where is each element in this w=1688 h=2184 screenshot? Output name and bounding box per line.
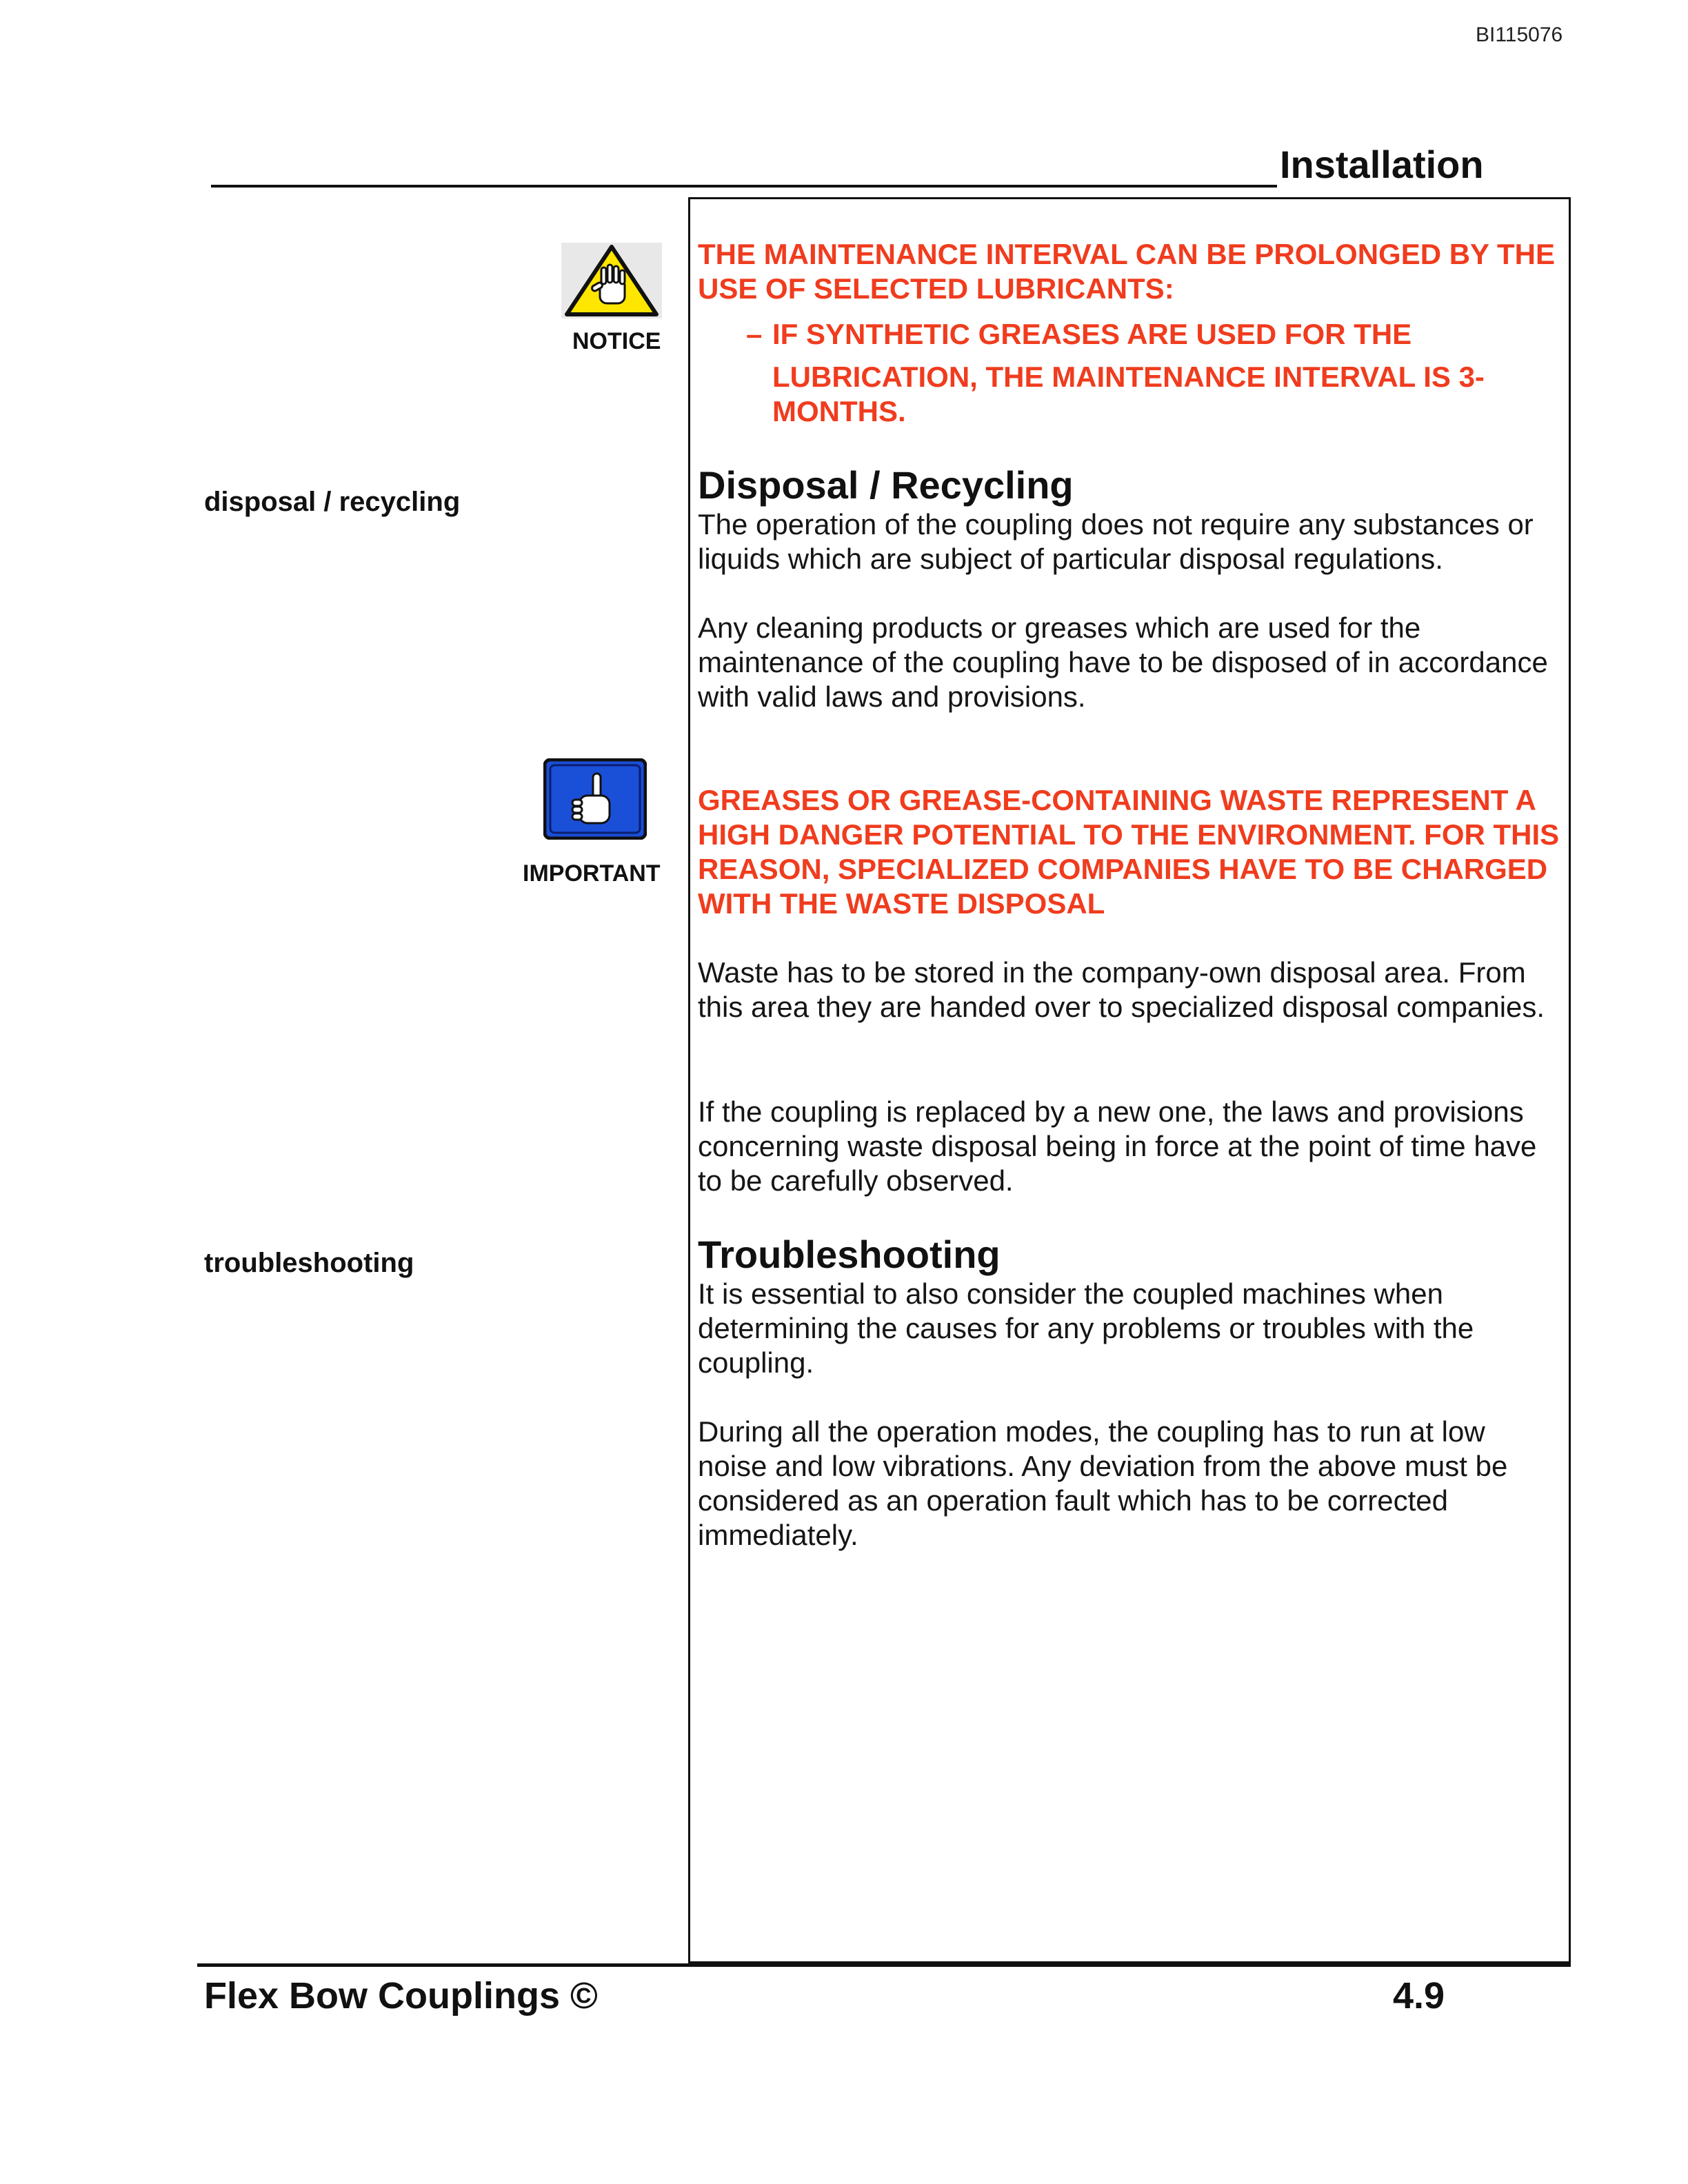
important-caption: IMPORTANT	[523, 860, 661, 887]
page-number: 4.9	[1393, 1975, 1445, 2016]
margin-label-troubleshooting: troubleshooting	[204, 1248, 414, 1278]
footer-rule	[197, 1963, 1571, 1967]
section-title: Installation	[1280, 143, 1484, 186]
disposal-paragraph-2: Any cleaning products or greases which are used for the maintenance of the coupling have to be disposed of in accordance with valid laws and provisions.	[698, 611, 1548, 713]
notice-list-item	[746, 317, 1553, 429]
important-text: GREASES OR GREASE-CONTAINING WASTE REPRESENT A HIGH DANGER POTENTIAL TO THE ENVIRONMENT. FOR THIS REASON, SPECIALIZED COMPANIES HAVE TO BE CHARGED WITH THE WASTE DISPOSAL	[698, 784, 1560, 920]
hand-warning-icon	[561, 243, 662, 318]
notice-caption: NOTICE	[572, 328, 661, 354]
troubleshooting-heading: Troubleshooting	[698, 1233, 1001, 1276]
notice-text: THE MAINTENANCE INTERVAL CAN BE PROLONGED BY THE USE OF SELECTED LUBRICANTS:	[698, 238, 1555, 305]
troubleshooting-paragraph-2: During all the operation modes, the coupling has to run at low noise and low vibrations. Any deviation from the above must be considered as an operation fault which has to be corrected immediately.	[698, 1415, 1508, 1551]
pointing-hand-icon	[543, 758, 647, 840]
header-rule	[211, 185, 1277, 188]
footer-title: Flex Bow Couplings ©	[204, 1975, 598, 2016]
disposal-paragraph-4: If the coupling is replaced by a new one, the laws and provisions concerning waste disposal being in force at the point of time have to be carefully observed.	[698, 1095, 1537, 1197]
margin-label-disposal: disposal / recycling	[204, 487, 461, 517]
disposal-paragraph-3: Waste has to be stored in the company-own disposal area. From this area they are handed over to specialized disposal companies.	[698, 956, 1545, 1023]
document-id: BI115076	[1476, 23, 1563, 46]
content-frame	[688, 197, 1571, 1963]
list-dash: –	[746, 318, 763, 350]
notice-item-line: IF SYNTHETIC GREASES ARE USED FOR THE	[772, 318, 1412, 350]
troubleshooting-paragraph-1: It is essential to also consider the coupled machines when determining the causes for any problems or troubles with the coupling.	[698, 1277, 1474, 1379]
notice-item-line: MONTHS.	[772, 395, 906, 427]
disposal-heading: Disposal / Recycling	[698, 463, 1074, 507]
disposal-paragraph-1: The operation of the coupling does not require any substances or liquids which are subject of particular disposal regulations.	[698, 508, 1534, 575]
notice-item-line: LUBRICATION, THE MAINTENANCE INTERVAL IS 3-	[772, 361, 1485, 393]
